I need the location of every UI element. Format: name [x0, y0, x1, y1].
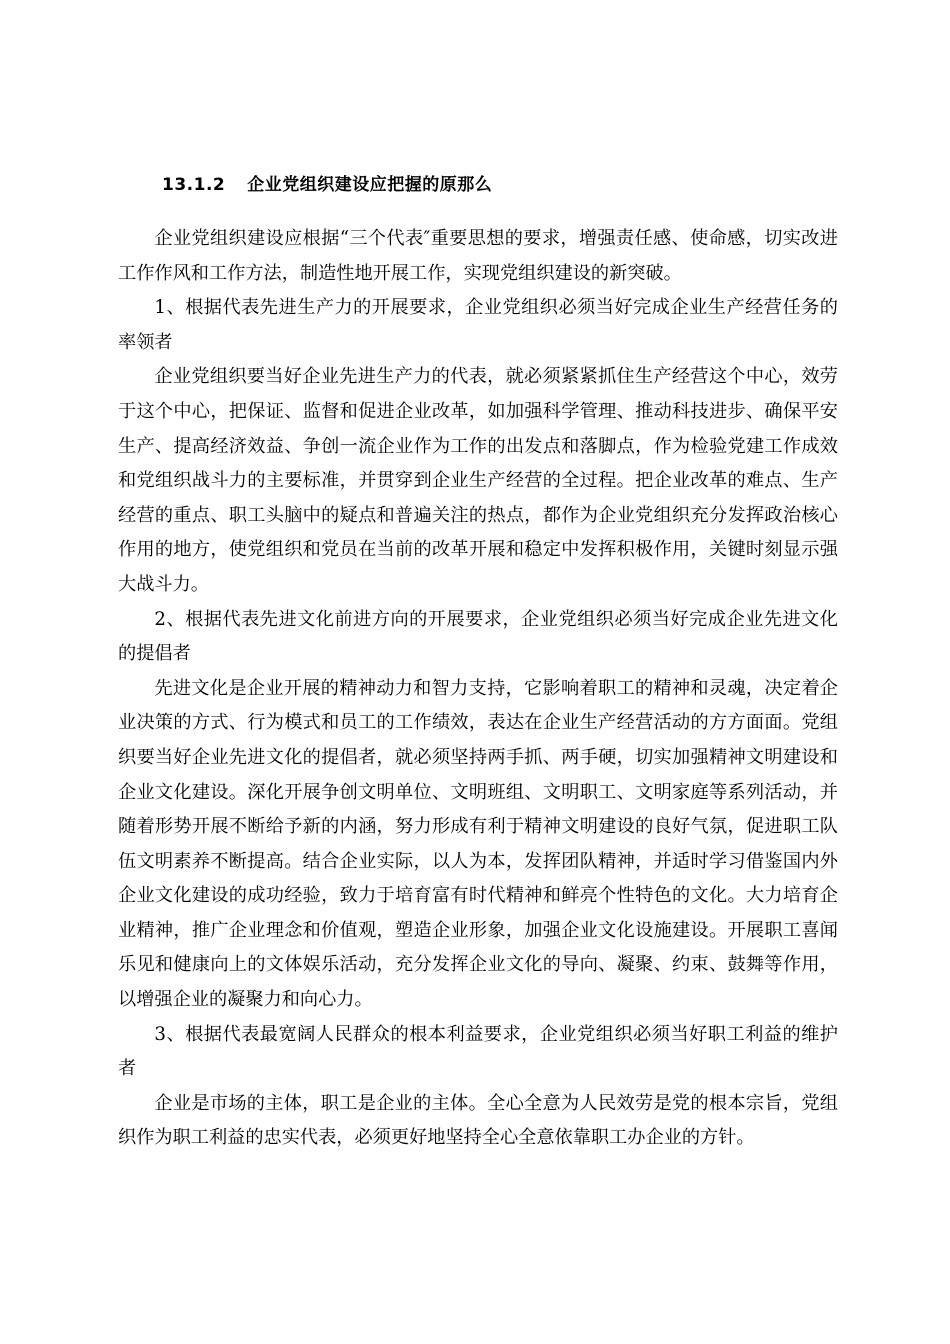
paragraph-point-1-heading: 1、根据代表先进生产力的开展要求，企业党组织必须当好完成企业生产经营任务的率领者: [118, 297, 838, 353]
section-heading: [162, 170, 492, 195]
body-text: [118, 222, 838, 1156]
paragraph-point-3-heading: 3、根据代表最宽阔人民群众的根本利益要求，企业党组织必须当好职工利益的维护者: [118, 1023, 838, 1080]
paragraph-point-2-body: 先进文化是企业开展的精神动力和智力支持，它影响着职工的精神和灵魂，决定着企业决策的方式、行为模式和员工的工作绩效，表达在企业生产经营活动的方方面面。党组织要当好企业先进文化的提倡者，就必须坚持两手抓、两手硬，切实加强精神文明建设和企业文化建设。深化开展争创文明单位、文明班组、文明职工、文明家庭等系列活动，并随着形势开展不断给予新的内涵，努力形成有利于精神文明建设的良好气氛，促进职工队伍文明素养不断提高。结合企业实际，以人为本，发挥团队精神，并适时学习借鉴国内外企业文化建设的成功经验，致力于培育富有时代精神和鲜亮个性特色的文化。大力培育企业精神，推广企业理念和价值观，塑造企业形象，加强企业文化设施建设。开展职工喜闻乐见和健康向上的文体娱乐活动，充分发挥企业文化的导向、凝聚、约束、鼓舞等作用，以增强企业的凝聚力和向心力。: [118, 677, 838, 1011]
paragraph-point-3-body: 企业是市场的主体，职工是企业的主体。全心全意为人民效劳是党的根本宗旨，党组织作为职工利益的忠实代表，必须更好地坚持全心全意依靠职工办企业的方针。: [118, 1092, 838, 1149]
paragraph-intro: 企业党组织建设应根据“三个代表″重要思想的要求，增强责任感、使命感，切实改进工作作风和工作方法，制造性地开展工作，实现党组织建设的新突破。: [118, 228, 838, 284]
section-title: 企业党组织建设应把握的原那么: [247, 175, 493, 195]
paragraph-point-1-body: 企业党组织要当好企业先进生产力的代表，就必须紧紧抓住生产经营这个中心，效劳于这个中心，把保证、监督和促进企业改革，如加强科学管理、推动科技进步、确保平安生产、提高经济效益、争创一流企业作为工作的出发点和落脚点，作为检验党建工作成效和党组织战斗力的主要标准，并贯穿到企业生产经营的全过程。把企业改革的难点、生产经营的重点、职工头脑中的疑点和普遍关注的热点，都作为企业党组织充分发挥政治核心作用的地方，使党组织和党员在当前的改革开展和稳定中发挥积极作用，关键时刻显示强大战斗力。: [118, 366, 838, 595]
paragraph-point-2-heading: 2、根据代表先进文化前进方向的开展要求，企业党组织必须当好完成企业先进文化的提倡者: [118, 608, 838, 665]
section-number: 13.1.2: [162, 175, 226, 195]
